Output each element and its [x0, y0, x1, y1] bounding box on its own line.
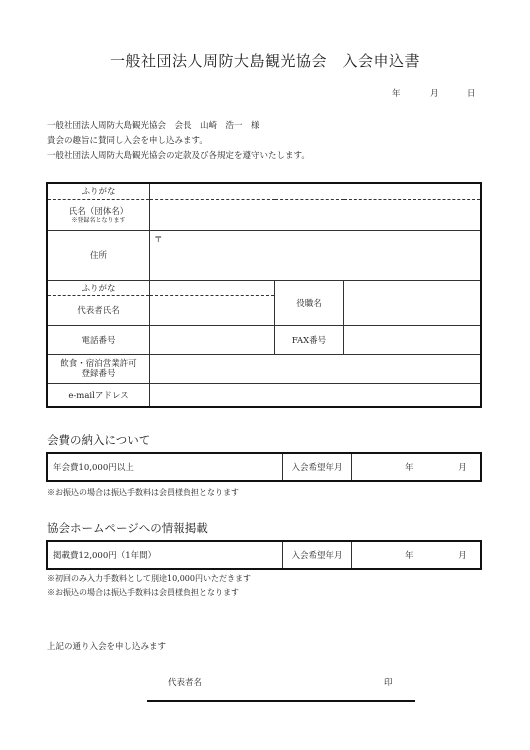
website-month-label: 月 — [458, 551, 467, 561]
closing-text: 上記の通り入会を申し込みます — [47, 642, 167, 652]
website-year-label: 年 — [405, 551, 414, 561]
date-month-label: 月 — [430, 89, 439, 99]
website-desired-label: 入会希望年月 — [283, 541, 352, 569]
membership-note: ※お振込の場合は振込手数料は会員様負担となります — [47, 488, 239, 497]
intro-statement: 貴会の趣旨に賛同し入会を申し込みます。 — [47, 136, 208, 146]
date-year-label: 年 — [392, 89, 401, 99]
permit-label-line1: 飲食・宿泊営業許可 — [60, 358, 137, 369]
name-label — [47, 199, 150, 230]
website-note-initial-fee: ※初回のみ入力手数料として別途10,000円いただきます — [47, 574, 251, 583]
address-field[interactable] — [150, 230, 482, 280]
email-field[interactable] — [150, 383, 482, 407]
name-label-text: 氏名（団体名） — [68, 206, 129, 217]
website-fee-text: 掲載費12,000円（1年間） — [47, 541, 283, 569]
membership-desired-label: 入会希望年月 — [283, 453, 352, 481]
website-fee-table — [46, 540, 482, 570]
phone-field[interactable] — [150, 325, 275, 354]
application-form-table — [46, 182, 482, 408]
membership-month-label: 月 — [458, 463, 467, 473]
furigana-label: ふりがな — [47, 183, 150, 199]
address-label: 住所 — [47, 230, 150, 280]
rep-name-field[interactable] — [150, 295, 275, 325]
page-title: 一般社団法人周防大島観光協会 入会申込書 — [109, 52, 420, 70]
intro-addressee: 一般社団法人周防大島観光協会 会長 山崎 浩一 様 — [47, 121, 260, 131]
website-heading: 協会ホームページへの情報掲載 — [47, 521, 208, 535]
fax-label: FAX番号 — [275, 325, 344, 354]
fax-field[interactable] — [344, 325, 482, 354]
furigana-field[interactable] — [150, 183, 482, 199]
furigana2-field[interactable] — [150, 280, 275, 295]
name-field[interactable] — [150, 199, 482, 230]
membership-desired-date[interactable] — [352, 453, 482, 481]
permit-label — [47, 354, 150, 383]
website-desired-date[interactable] — [352, 541, 482, 569]
representative-name-label: 代表者名 — [168, 678, 203, 688]
name-note: ※登録名となります — [71, 216, 126, 224]
position-field[interactable] — [344, 280, 482, 325]
membership-heading: 会費の納入について — [47, 433, 151, 447]
rep-name-label: 代表者氏名 — [47, 295, 150, 325]
seal-mark: 印 — [384, 678, 393, 688]
signature-line — [147, 700, 415, 702]
permit-field[interactable] — [150, 354, 482, 383]
email-label: e-mailアドレス — [47, 383, 150, 407]
furigana2-label: ふりがな — [47, 280, 150, 295]
postal-mark: 〒 — [154, 234, 163, 245]
website-note-transfer-fee: ※お振込の場合は振込手数料は会員様負担となります — [47, 588, 239, 597]
membership-year-label: 年 — [405, 463, 414, 473]
phone-label: 電話番号 — [47, 325, 150, 354]
position-label: 役職名 — [275, 280, 344, 325]
membership-fee-table — [46, 452, 482, 482]
date-day-label: 日 — [467, 89, 476, 99]
intro-compliance: 一般社団法人周防大島観光協会の定款及び各規定を遵守いたします。 — [47, 151, 310, 161]
permit-label-line2: 登録番号 — [81, 368, 116, 379]
membership-fee-text: 年会費10,000円以上 — [47, 453, 283, 481]
